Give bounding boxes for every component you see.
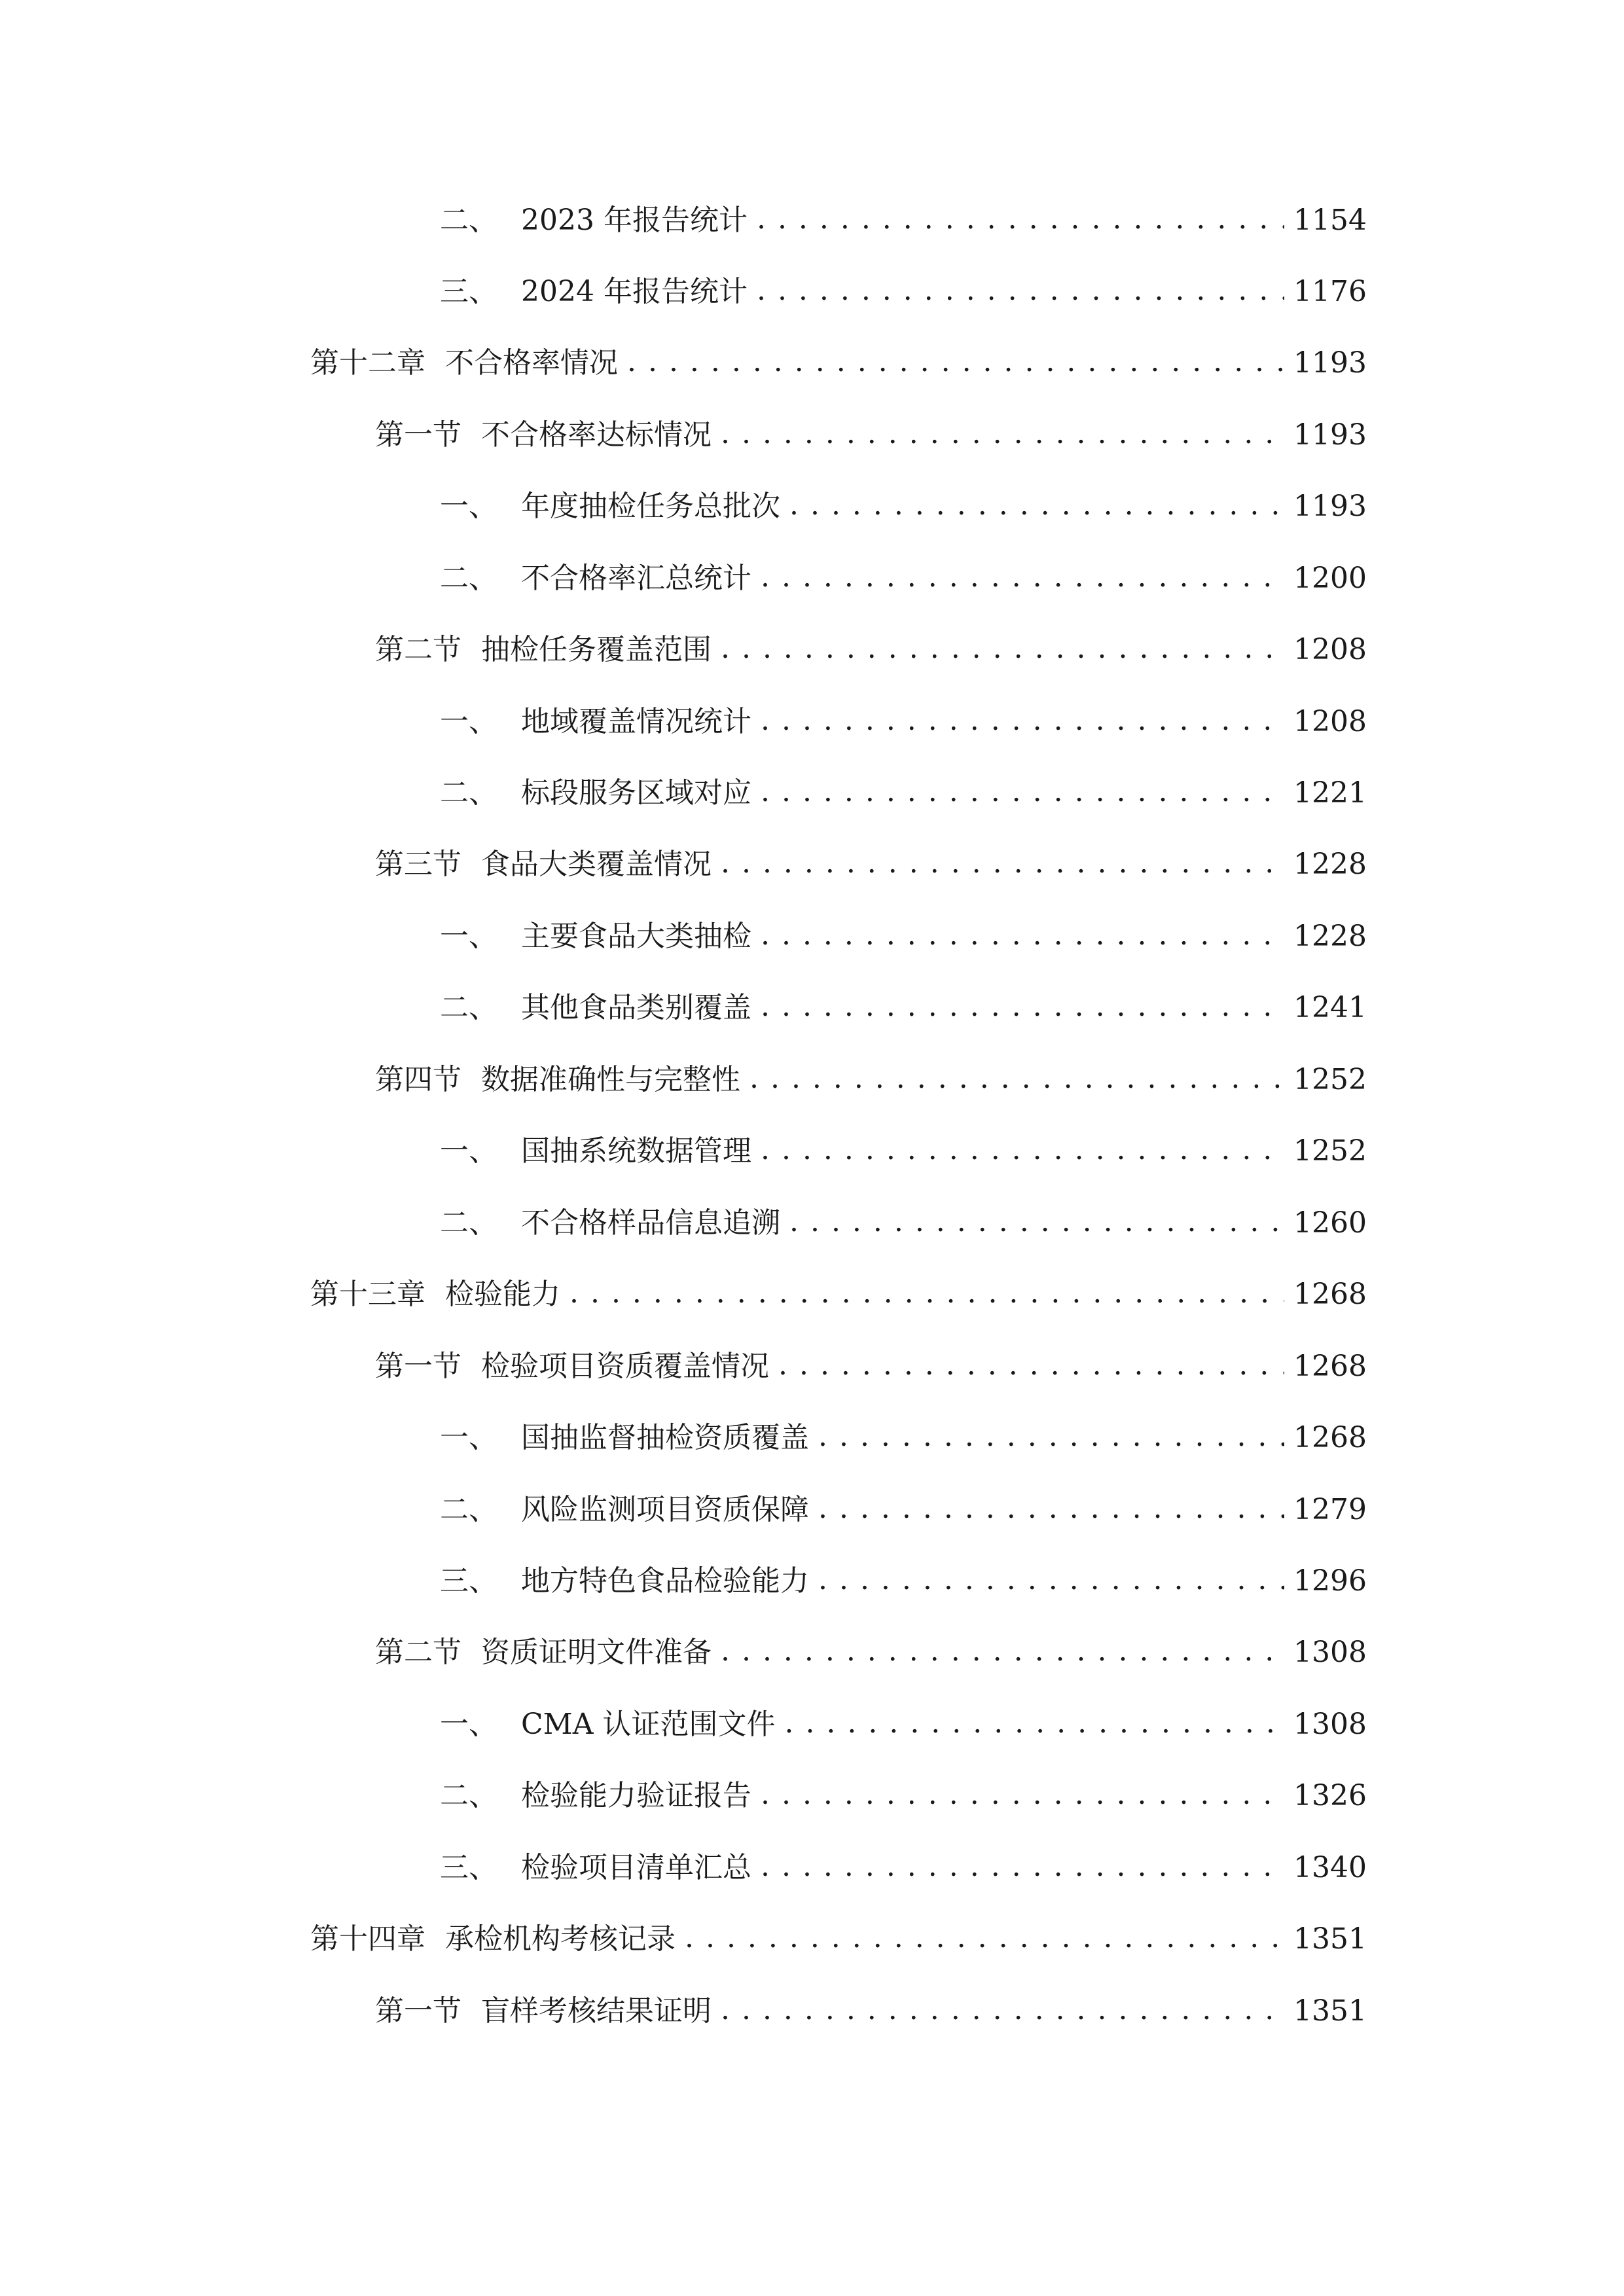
toc-entry-number: 一、 <box>440 490 497 523</box>
dot-leader <box>761 1772 1284 1818</box>
dot-leader <box>818 1557 1284 1603</box>
toc-entry-title: 不合格率达标情况 <box>481 418 712 452</box>
toc-entry-number: 第二节 <box>375 1636 461 1669</box>
toc-entry-title: 年度抽检任务总批次 <box>521 490 780 523</box>
dot-leader <box>761 1844 1284 1890</box>
toc-entry[interactable] <box>440 1487 1367 1533</box>
dot-leader <box>784 1700 1284 1746</box>
dot-leader <box>818 1414 1284 1460</box>
toc-entry-number: 二、 <box>440 1493 497 1526</box>
dot-leader <box>761 554 1284 600</box>
toc-entry-number: 二、 <box>440 1779 497 1812</box>
dot-leader <box>721 1987 1284 2033</box>
dot-leader <box>721 840 1284 886</box>
toc-entry-title: 资质证明文件准备 <box>481 1636 712 1669</box>
toc-entry-number: 一、 <box>440 1708 497 1741</box>
dot-leader <box>778 1342 1284 1388</box>
toc-entry[interactable] <box>440 1128 1367 1174</box>
toc-entry-page-number: 1351 <box>1293 1994 1367 2028</box>
toc-entry-title: 检验项目清单汇总 <box>521 1851 751 1884</box>
toc-entry-page-number: 1296 <box>1293 1564 1367 1598</box>
toc-entry-title: 不合格率汇总统计 <box>521 562 751 595</box>
toc-entry-number: 第二节 <box>375 633 461 666</box>
toc-entry-page-number: 1221 <box>1293 776 1367 810</box>
toc-entry[interactable] <box>440 198 1367 243</box>
toc-entry-page-number: 1252 <box>1293 1063 1367 1096</box>
toc-entry-section[interactable] <box>375 412 1367 458</box>
toc-entry-number: 第十四章 <box>310 1922 425 1956</box>
dot-leader <box>627 339 1284 385</box>
toc-entry-number: 第一节 <box>375 1994 461 2028</box>
toc-entry-page-number: 1193 <box>1293 418 1367 452</box>
toc-entry-number: 二、 <box>440 991 497 1024</box>
toc-entry-number: 第十三章 <box>310 1278 425 1311</box>
toc-entry-number: 二、 <box>440 562 497 595</box>
toc-entry-section[interactable] <box>375 1344 1367 1390</box>
toc-entry-page-number: 1228 <box>1293 920 1367 953</box>
dot-leader <box>721 1628 1284 1674</box>
dot-leader <box>789 1199 1284 1245</box>
toc-entry-section[interactable] <box>375 1630 1367 1676</box>
toc-entry-number: 第一节 <box>375 418 461 452</box>
toc-entry-page-number: 1193 <box>1293 346 1367 380</box>
toc-entry-page-number: 1252 <box>1293 1134 1367 1168</box>
toc-entry-title: 检验项目资质覆盖情况 <box>481 1350 769 1383</box>
dot-leader <box>757 268 1284 314</box>
toc-entry-number: 一、 <box>440 1421 497 1454</box>
toc-entry[interactable] <box>440 1702 1367 1748</box>
toc-entry-number: 三、 <box>440 275 497 308</box>
toc-entry-title: 不合格样品信息追溯 <box>521 1206 780 1240</box>
toc-entry-page-number: 1279 <box>1293 1493 1367 1526</box>
toc-entry-section[interactable] <box>375 1988 1367 2034</box>
dot-leader <box>685 1915 1284 1961</box>
toc-entry-section[interactable] <box>375 1057 1367 1103</box>
toc-entry-title: 地方特色食品检验能力 <box>521 1564 809 1598</box>
dot-leader <box>757 196 1284 242</box>
dot-leader <box>761 1127 1284 1173</box>
toc-entry-title: 盲样考核结果证明 <box>481 1994 712 2028</box>
toc-entry-title: 抽检任务覆盖范围 <box>481 633 712 666</box>
toc-entry[interactable] <box>440 484 1367 529</box>
toc-entry-title: 不合格率情况 <box>445 346 618 380</box>
toc-entry-title: 检验能力验证报告 <box>521 1779 751 1812</box>
toc-entry-chapter[interactable] <box>310 1272 1367 1318</box>
toc-entry-section[interactable] <box>375 627 1367 673</box>
toc-entry-title: 国抽监督抽检资质覆盖 <box>521 1421 809 1454</box>
toc-entry-page-number: 1308 <box>1293 1708 1367 1741</box>
toc-entry-chapter[interactable] <box>310 1916 1367 1962</box>
toc-entry-number: 三、 <box>440 1851 497 1884</box>
dot-leader <box>721 411 1284 457</box>
toc-entry-title: 主要食品大类抽检 <box>521 920 751 953</box>
toc-entry-page-number: 1208 <box>1293 705 1367 738</box>
dot-leader <box>721 626 1284 672</box>
toc-entry-page-number: 1176 <box>1293 275 1367 308</box>
toc-entry-number: 三、 <box>440 1564 497 1598</box>
toc-entry[interactable] <box>440 699 1367 745</box>
toc-entry-page-number: 1228 <box>1293 848 1367 881</box>
toc-entry-page-number: 1154 <box>1293 204 1367 237</box>
toc-entry-page-number: 1340 <box>1293 1851 1367 1884</box>
toc-entry-page-number: 1193 <box>1293 490 1367 523</box>
toc-entry-title: 检验能力 <box>445 1278 560 1311</box>
toc-entry-section[interactable] <box>375 842 1367 888</box>
toc-entry-number: 二、 <box>440 204 497 237</box>
dot-leader <box>761 912 1284 958</box>
toc-entry[interactable] <box>440 985 1367 1031</box>
toc-entry-number: 第一节 <box>375 1350 461 1383</box>
dot-leader <box>789 482 1284 528</box>
toc-entry-title: 标段服务区域对应 <box>521 776 751 810</box>
toc-entry-page-number: 1268 <box>1293 1421 1367 1454</box>
dot-leader <box>569 1270 1284 1316</box>
toc-entry-page-number: 1208 <box>1293 633 1367 666</box>
toc-entry-page-number: 1308 <box>1293 1636 1367 1669</box>
toc-entry[interactable] <box>440 1415 1367 1461</box>
toc-entry-number: 一、 <box>440 705 497 738</box>
dot-leader <box>761 984 1284 1030</box>
toc-entry-page-number: 1351 <box>1293 1922 1367 1956</box>
toc-entry-number: 第四节 <box>375 1063 461 1096</box>
toc-entry-number: 二、 <box>440 776 497 810</box>
toc-entry-title: 其他食品类别覆盖 <box>521 991 751 1024</box>
toc-entry-title: 食品大类覆盖情况 <box>481 848 712 881</box>
dot-leader <box>749 1056 1284 1102</box>
toc-entry-title: 2023 年报告统计 <box>521 204 748 237</box>
toc-entry-title: 地域覆盖情况统计 <box>521 705 751 738</box>
toc-entry-number: 第十二章 <box>310 346 425 380</box>
toc-entry-number: 第三节 <box>375 848 461 881</box>
toc-entry-number: 二、 <box>440 1206 497 1240</box>
toc-entry-title: 承检机构考核记录 <box>445 1922 676 1956</box>
toc-entry[interactable] <box>440 914 1367 960</box>
toc-entry-page-number: 1260 <box>1293 1206 1367 1240</box>
toc-entry-title: 数据准确性与完整性 <box>481 1063 740 1096</box>
toc-entry-number: 一、 <box>440 920 497 953</box>
toc-entry[interactable] <box>440 1845 1367 1891</box>
toc-entry[interactable] <box>440 1200 1367 1246</box>
toc-entry-page-number: 1268 <box>1293 1278 1367 1311</box>
toc-entry-page-number: 1200 <box>1293 562 1367 595</box>
toc-entry-page-number: 1326 <box>1293 1779 1367 1812</box>
toc-entry-title: CMA 认证范围文件 <box>521 1708 776 1741</box>
dot-leader <box>818 1486 1284 1532</box>
toc-entry-title: 国抽系统数据管理 <box>521 1134 751 1168</box>
toc-entry[interactable] <box>440 556 1367 601</box>
toc-entry[interactable] <box>440 1558 1367 1604</box>
toc-entry-page-number: 1268 <box>1293 1350 1367 1383</box>
toc-entry-page-number: 1241 <box>1293 991 1367 1024</box>
toc-entry-title: 风险监测项目资质保障 <box>521 1493 809 1526</box>
toc-entry[interactable] <box>440 1773 1367 1819</box>
toc-entry-title: 2024 年报告统计 <box>521 275 748 308</box>
toc-entry-chapter[interactable] <box>310 340 1367 386</box>
toc-entry[interactable] <box>440 269 1367 315</box>
dot-leader <box>761 698 1284 744</box>
toc-entry-number: 一、 <box>440 1134 497 1168</box>
dot-leader <box>761 769 1284 815</box>
toc-entry[interactable] <box>440 770 1367 816</box>
